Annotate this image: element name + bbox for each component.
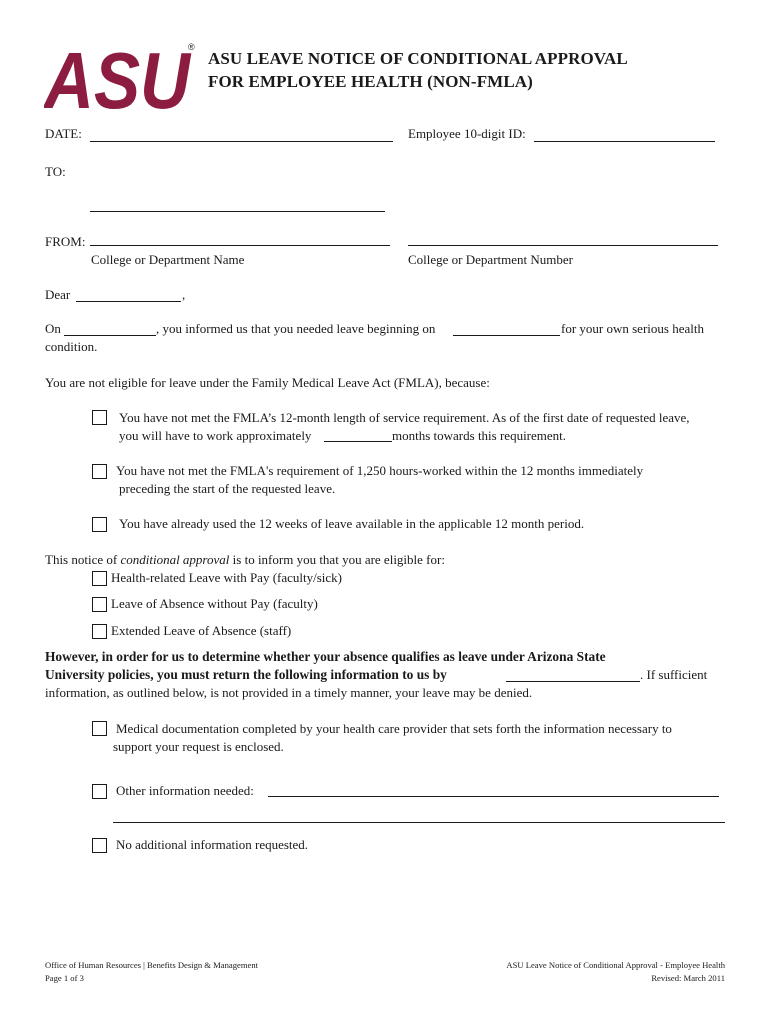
intro-middle: , you informed us that you needed leave beginning on <box>156 321 436 336</box>
requirement-bold-line1: However, in order for us to determine whether your absence qualifies as leave under Arizona State <box>45 649 606 664</box>
salutation-comma: , <box>182 287 186 302</box>
eligible-prefix: This notice of <box>45 552 118 567</box>
college-name-caption: College or Department Name <box>91 252 245 267</box>
intro-end: for your own serious health <box>561 321 704 336</box>
reason-service-line1: You have not met the FMLA’s 12-month length of service requirement. As of the first date of requested leave, <box>119 410 690 425</box>
document-title-line2: FOR EMPLOYEE HEALTH (NON-FMLA) <box>208 72 533 91</box>
employee-id-field[interactable] <box>534 141 715 142</box>
option-health-leave-pay: Health-related Leave with Pay (faculty/sick) <box>111 570 343 585</box>
option-leave-without-pay: Leave of Absence without Pay (faculty) <box>111 596 318 611</box>
no-additional-info-checkbox[interactable] <box>92 838 107 853</box>
medical-documentation-line2: support your request is enclosed. <box>113 739 284 754</box>
weeks-used-checkbox[interactable] <box>92 517 107 532</box>
requirement-after-line2: . If sufficient <box>640 667 708 682</box>
from-label: FROM: <box>45 234 86 249</box>
to-label: TO: <box>45 164 66 179</box>
recipient-name-field[interactable] <box>76 301 181 302</box>
reason-service-line2a: you will have to work approximately <box>119 428 312 443</box>
service-requirement-checkbox[interactable] <box>92 410 107 425</box>
hours-requirement-checkbox[interactable] <box>92 464 107 479</box>
salutation-dear: Dear <box>45 287 71 302</box>
employee-id-label: Employee 10-digit ID: <box>408 126 526 141</box>
informed-date-field[interactable] <box>64 335 156 336</box>
no-additional-info-label: No additional information requested. <box>116 837 309 852</box>
college-name-field[interactable] <box>90 245 390 246</box>
reason-hours-line1: You have not met the FMLA's requirement of 1,250 hours-worked within the 12 months immediately <box>116 463 644 478</box>
asu-logo <box>44 44 196 112</box>
other-information-checkbox[interactable] <box>92 784 107 799</box>
reason-service-line2b: months towards this requirement. <box>392 428 567 443</box>
ineligible-heading: You are not eligible for leave under the Family Medical Leave Act (FMLA), because: <box>45 375 490 390</box>
document-title-line1: ASU LEAVE NOTICE OF CONDITIONAL APPROVAL <box>208 49 628 68</box>
other-information-label: Other information needed: <box>116 783 254 798</box>
leave-without-pay-checkbox[interactable] <box>92 597 107 612</box>
eligible-statement <box>45 552 445 568</box>
medical-documentation-line1: Medical documentation completed by your health care provider that sets forth the information necessary to <box>116 721 672 736</box>
logo-text: ASU <box>44 44 192 112</box>
extended-leave-checkbox[interactable] <box>92 624 107 639</box>
reason-hours-line2: preceding the start of the requested leave. <box>119 481 336 496</box>
option-extended-leave: Extended Leave of Absence (staff) <box>111 623 292 638</box>
college-number-field[interactable] <box>408 245 718 246</box>
return-by-date-field[interactable] <box>506 681 640 682</box>
footer-revised-date: Revised: March 2011 <box>651 973 725 983</box>
requirement-bold-line2: University policies, you must return the following information to us by <box>45 667 447 682</box>
footer-office: Office of Human Resources | Benefits Design & Management <box>45 960 259 970</box>
medical-documentation-checkbox[interactable] <box>92 721 107 736</box>
leave-start-date-field[interactable] <box>453 335 560 336</box>
college-number-caption: College or Department Number <box>408 252 573 267</box>
requirement-line3: information, as outlined below, is not provided in a timely manner, your leave may be denied. <box>45 685 533 700</box>
registered-mark: ® <box>188 42 195 52</box>
date-label: DATE: <box>45 126 82 141</box>
reason-weeks-used: You have already used the 12 weeks of leave available in the applicable 12 month period. <box>119 516 585 531</box>
other-information-field-line2[interactable] <box>113 822 725 823</box>
footer-document-name: ASU Leave Notice of Conditional Approval - Employee Health <box>506 960 725 970</box>
date-field[interactable] <box>90 141 393 142</box>
health-leave-pay-checkbox[interactable] <box>92 571 107 586</box>
to-field[interactable] <box>90 211 385 212</box>
asu-logo-graphic <box>44 44 196 112</box>
eligible-suffix: is to inform you that you are eligible for: <box>232 552 445 567</box>
intro-on: On <box>45 321 61 336</box>
footer-page-number: Page 1 of 3 <box>45 973 84 983</box>
months-required-field[interactable] <box>324 441 392 442</box>
conditional-approval-emphasis: conditional approval <box>120 552 230 567</box>
intro-line2: condition. <box>45 339 98 354</box>
other-information-field[interactable] <box>268 796 719 797</box>
